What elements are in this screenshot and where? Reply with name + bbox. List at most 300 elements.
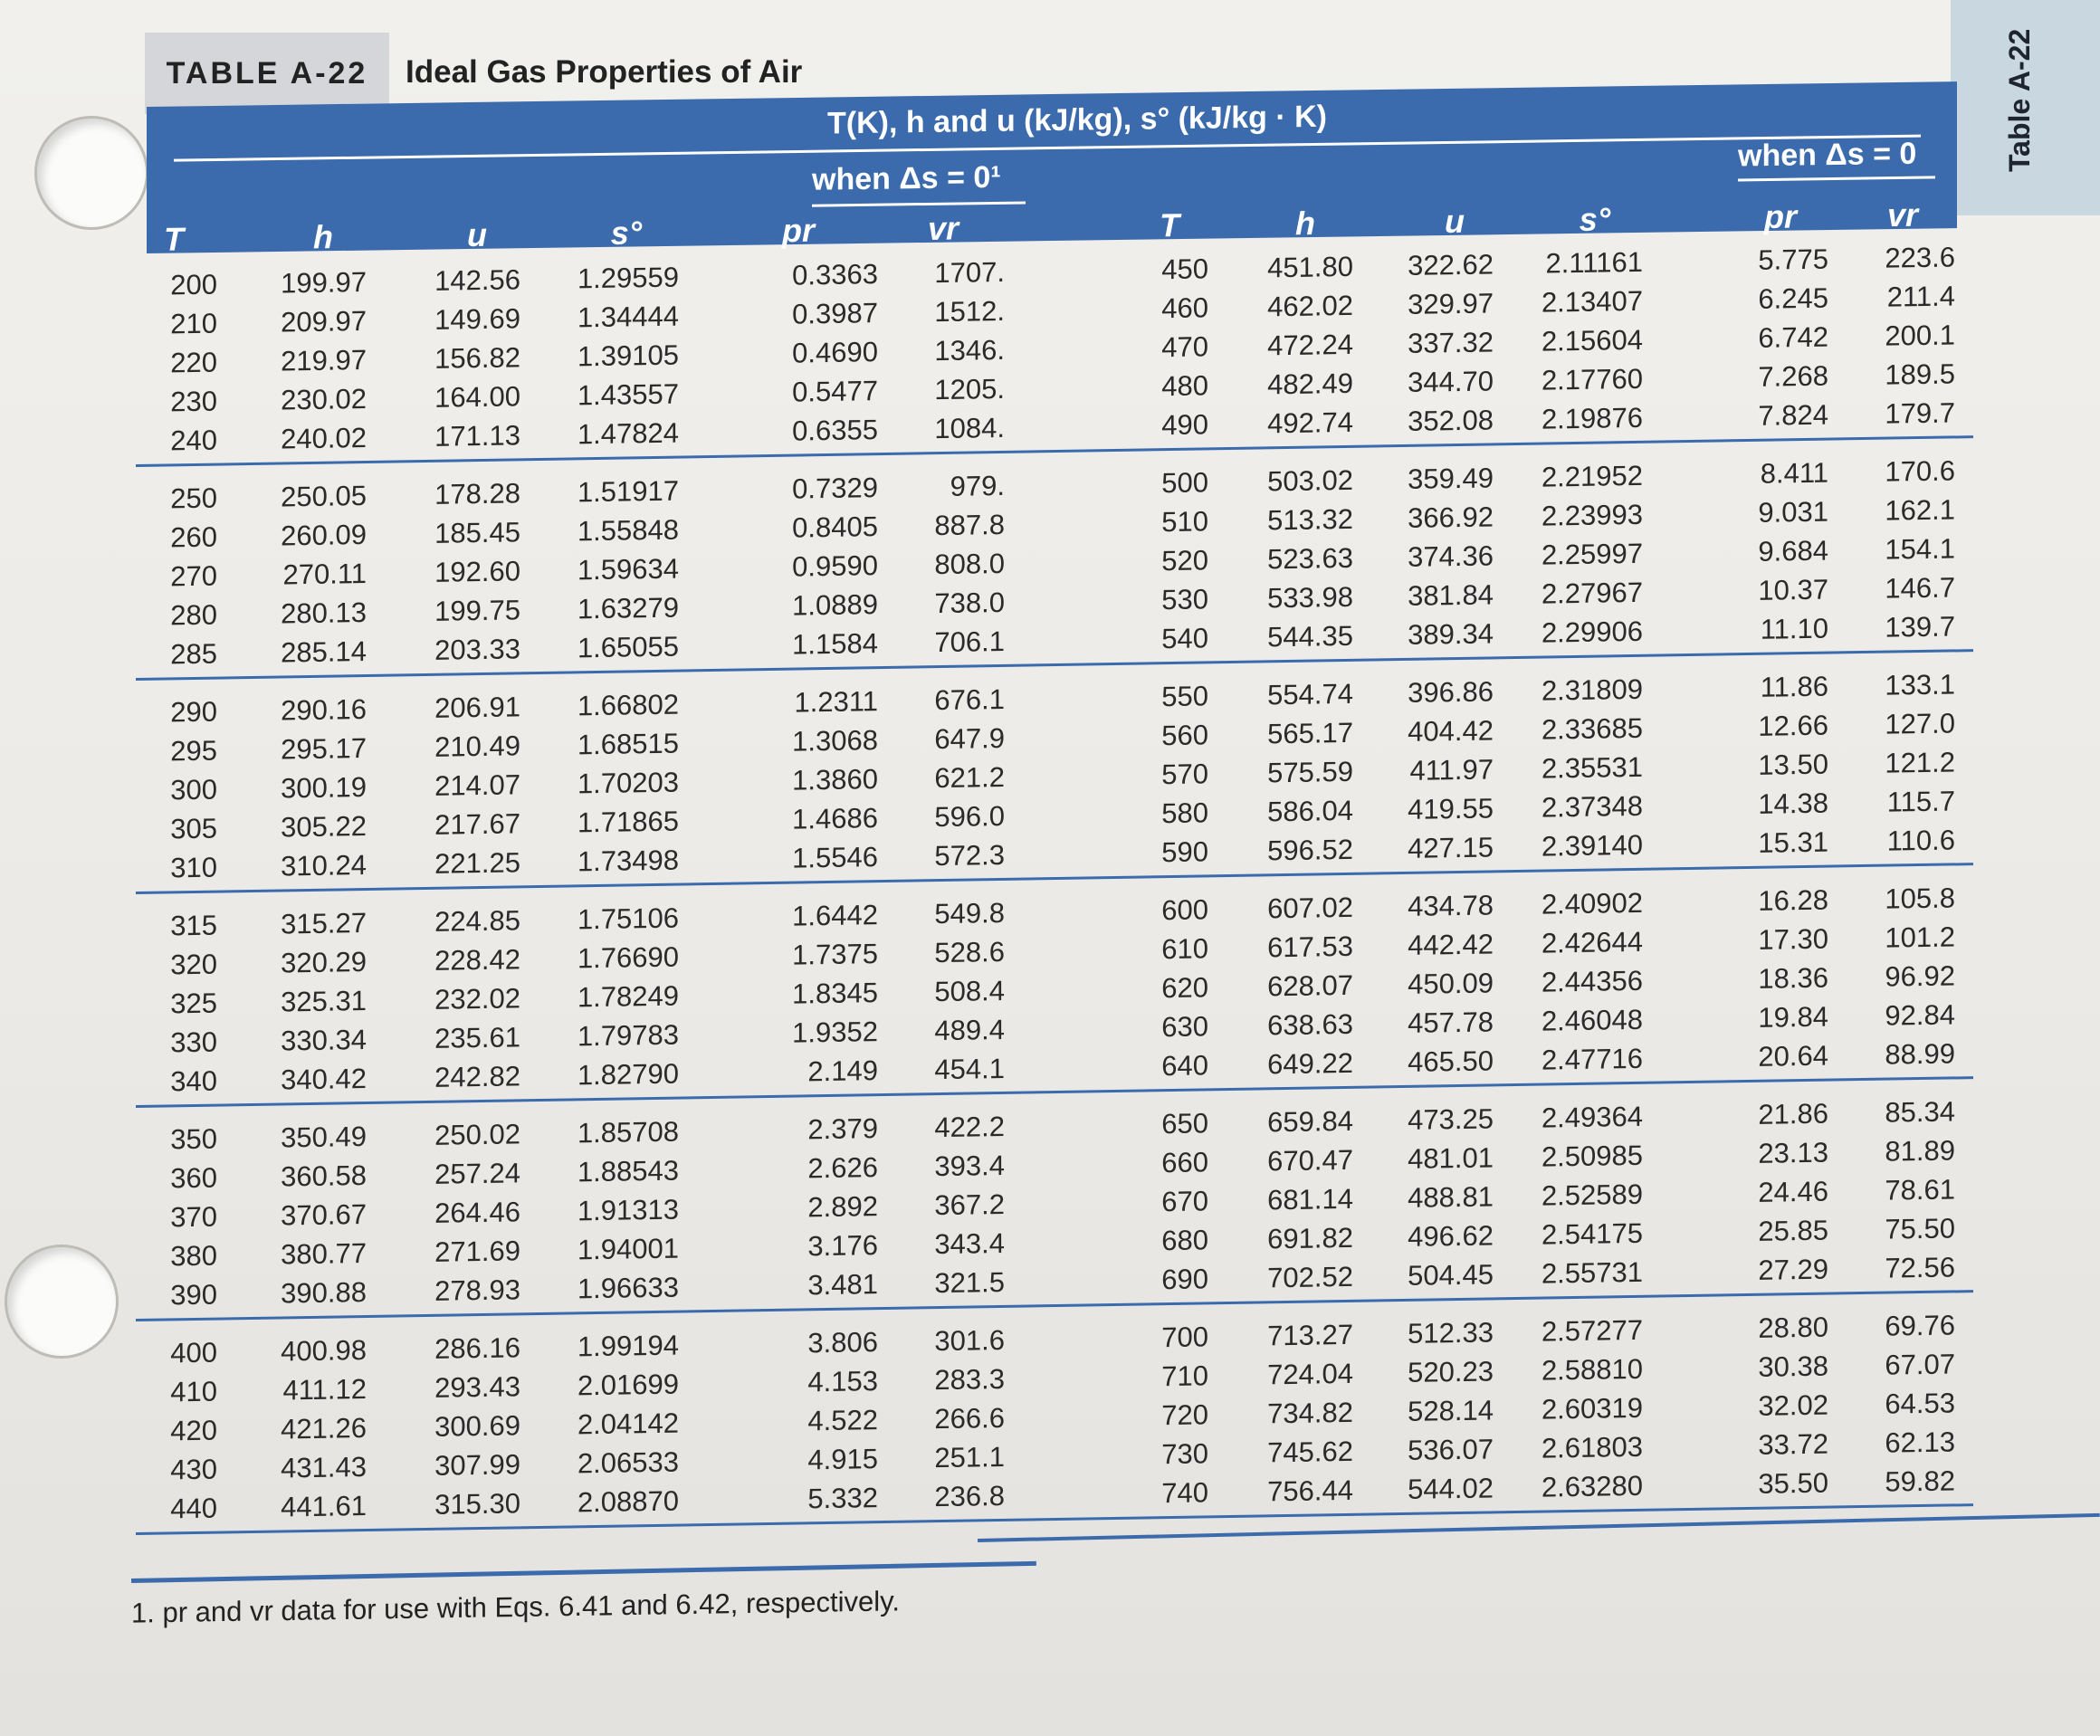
table-cell: 390.88 <box>281 1275 367 1310</box>
table-cell: 1.70203 <box>577 766 679 800</box>
table-cell: 2.49364 <box>1541 1100 1643 1134</box>
table-cell: 2.40902 <box>1541 886 1643 920</box>
table-cell: 738.0 <box>934 586 1005 620</box>
table-cell: 489.4 <box>934 1013 1005 1047</box>
row-group <box>136 661 1973 894</box>
table-cell: 2.25997 <box>1541 537 1643 571</box>
table-cell: 500 <box>1161 466 1208 500</box>
table-cell: 492.74 <box>1267 405 1353 440</box>
table-cell: 421.26 <box>281 1411 367 1445</box>
col-head-h2: h <box>1295 204 1315 243</box>
table-cell: 12.66 <box>1758 709 1828 742</box>
table-cell: 32.02 <box>1758 1388 1828 1422</box>
table-cell: 0.3363 <box>792 258 878 291</box>
table-cell: 310.24 <box>281 848 367 882</box>
table-cell: 4.153 <box>807 1365 878 1398</box>
table-cell: 217.67 <box>434 807 520 841</box>
table-cell: 1.8345 <box>792 977 878 1010</box>
table-cell: 1.0889 <box>792 588 878 622</box>
table-cell: 16.28 <box>1758 883 1828 917</box>
table-cell: 352.08 <box>1408 404 1494 437</box>
table-cell: 67.07 <box>1885 1348 1955 1381</box>
header-rule-top <box>174 135 1921 162</box>
table-cell: 528.6 <box>934 935 1005 969</box>
table-cell: 337.32 <box>1408 326 1494 359</box>
col-head-h: h <box>313 218 333 256</box>
table-cell: 2.21952 <box>1541 459 1643 493</box>
table-cell: 2.149 <box>807 1054 878 1088</box>
col-head-pr: pr <box>782 211 815 250</box>
table-cell: 550 <box>1161 680 1208 713</box>
table-cell: 24.46 <box>1758 1175 1828 1208</box>
table-cell: 600 <box>1161 893 1208 927</box>
table-cell: 236.8 <box>934 1479 1005 1513</box>
table-cell: 366.92 <box>1408 501 1494 534</box>
table-cell: 596.0 <box>934 799 1005 834</box>
table-cell: 178.28 <box>434 477 520 510</box>
table-cell: 2.55731 <box>1541 1255 1643 1290</box>
table-cell: 340.42 <box>281 1062 367 1096</box>
table-cell: 381.84 <box>1408 578 1494 612</box>
table-cell: 360 <box>170 1161 217 1195</box>
table-cell: 271.69 <box>434 1235 520 1268</box>
table-cell: 510 <box>1161 505 1208 539</box>
col-head-pr2: pr <box>1764 197 1797 236</box>
table-cell: 293.43 <box>434 1370 520 1404</box>
table-cell: 5.775 <box>1758 243 1828 276</box>
table-cell: 1.66802 <box>577 688 679 722</box>
table-cell: 260 <box>170 520 217 554</box>
table-cell: 35.50 <box>1758 1466 1828 1500</box>
table-cell: 300.19 <box>281 770 367 805</box>
table-cell: 520 <box>1161 544 1208 577</box>
row-group <box>136 1302 1973 1535</box>
table-cell: 638.63 <box>1267 1007 1353 1042</box>
table-cell: 617.53 <box>1267 930 1353 964</box>
table-cell: 480 <box>1161 369 1208 403</box>
table-cell: 8.411 <box>1760 456 1828 490</box>
table-cell: 2.29906 <box>1541 615 1643 649</box>
table-cell: 315 <box>170 909 217 942</box>
table-cell: 1.96633 <box>577 1271 679 1305</box>
table-cell: 640 <box>1161 1049 1208 1083</box>
table-cell: 270 <box>170 559 217 593</box>
table-cell: 570 <box>1161 758 1208 791</box>
table-cell: 462.02 <box>1267 289 1353 323</box>
table-cell: 400.98 <box>281 1333 367 1368</box>
table-cell: 710 <box>1161 1359 1208 1393</box>
table-cell: 2.33685 <box>1541 711 1643 746</box>
table-cell: 2.42644 <box>1541 925 1643 959</box>
table-cell: 209.97 <box>281 304 367 339</box>
table-cell: 146.7 <box>1885 571 1955 605</box>
table-cell: 257.24 <box>434 1157 520 1190</box>
table-cell: 210.49 <box>434 730 520 763</box>
table-cell: 329.97 <box>1408 287 1494 320</box>
table-cell: 374.36 <box>1408 539 1494 573</box>
table-cell: 251.1 <box>934 1440 1005 1474</box>
binder-hole-bottom <box>5 1245 119 1359</box>
row-group <box>136 1088 1973 1321</box>
table-cell: 344.70 <box>1408 365 1494 398</box>
table-cell: 390 <box>170 1278 217 1312</box>
table-cell: 242.82 <box>434 1060 520 1093</box>
table-cell: 72.56 <box>1885 1251 1955 1284</box>
table-cell: 179.7 <box>1885 396 1955 430</box>
table-cell: 4.915 <box>807 1443 878 1476</box>
table-cell: 0.3987 <box>792 297 878 330</box>
table-cell: 315.30 <box>434 1487 520 1521</box>
table-cell: 200.1 <box>1885 319 1955 352</box>
table-cell: 590 <box>1161 835 1208 869</box>
table-cell: 1.79783 <box>577 1018 679 1053</box>
table-cell: 2.23993 <box>1541 498 1643 532</box>
table-cell: 2.06533 <box>577 1445 679 1480</box>
table-cell: 278.93 <box>434 1273 520 1307</box>
table-cell: 554.74 <box>1267 677 1353 711</box>
table-cell: 473.25 <box>1408 1102 1494 1136</box>
table-cell: 250.05 <box>281 479 367 513</box>
table-cell: 290.16 <box>281 692 367 727</box>
table-cell: 115.7 <box>1886 785 1955 818</box>
table-cell: 431.43 <box>281 1450 367 1484</box>
table-cell: 2.19876 <box>1541 401 1643 435</box>
table-cell: 14.38 <box>1758 787 1828 820</box>
table-cell: 1.39105 <box>577 339 679 373</box>
table-cell: 724.04 <box>1267 1357 1353 1391</box>
table-cell: 730 <box>1161 1437 1208 1471</box>
table-cell: 0.6355 <box>792 414 878 447</box>
table-cell: 596.52 <box>1267 833 1353 867</box>
table-cell: 979. <box>950 469 1005 502</box>
table-cell: 691.82 <box>1267 1221 1353 1255</box>
table-cell: 442.42 <box>1408 928 1494 961</box>
table-cell: 27.29 <box>1758 1253 1828 1286</box>
table-cell: 2.31809 <box>1541 672 1643 707</box>
table-cell: 572.3 <box>934 838 1005 873</box>
table-cell: 690 <box>1161 1263 1208 1296</box>
table-cell: 536.07 <box>1408 1433 1494 1466</box>
table-cell: 78.61 <box>1885 1173 1955 1207</box>
table-cell: 3.481 <box>807 1268 878 1302</box>
table-cell: 520.23 <box>1408 1355 1494 1388</box>
table-cell: 1.82790 <box>577 1057 679 1092</box>
table-cell: 470 <box>1161 330 1208 364</box>
table-cell: 681.14 <box>1267 1182 1353 1216</box>
table-cell: 1.5546 <box>792 841 878 874</box>
table-cell: 1.55848 <box>577 513 679 548</box>
table-cell: 320 <box>170 948 217 981</box>
table-cell: 280 <box>170 598 217 632</box>
table-cell: 162.1 <box>1885 493 1955 527</box>
table-cell: 1205. <box>934 372 1005 406</box>
table-cell: 21.86 <box>1758 1097 1828 1130</box>
table-cell: 2.61803 <box>1541 1430 1643 1464</box>
table-cell: 232.02 <box>434 982 520 1016</box>
table-cell: 223.6 <box>1885 241 1955 274</box>
row-group <box>136 874 1973 1108</box>
table-cell: 2.892 <box>807 1190 878 1224</box>
table-cell: 1.3860 <box>792 763 878 796</box>
table-cell: 706.1 <box>934 625 1005 659</box>
col-head-s: s° <box>610 214 643 252</box>
data-table <box>136 234 1973 1544</box>
table-cell: 295.17 <box>281 731 367 766</box>
table-cell: 325 <box>170 987 217 1020</box>
table-cell: 430 <box>170 1453 217 1486</box>
when-delta-s-left: when Δs = 0¹ <box>812 159 1001 197</box>
table-cell: 121.2 <box>1885 746 1955 779</box>
table-cell: 607.02 <box>1267 891 1353 925</box>
table-cell: 440 <box>170 1492 217 1525</box>
table-cell: 25.85 <box>1758 1214 1828 1247</box>
table-cell: 156.82 <box>434 341 520 375</box>
table-cell: 69.76 <box>1885 1309 1955 1342</box>
table-cell: 350 <box>170 1122 217 1156</box>
table-cell: 230.02 <box>281 382 367 416</box>
table-cell: 676.1 <box>934 682 1005 717</box>
table-cell: 305.22 <box>281 809 367 844</box>
table-cell: 17.30 <box>1758 922 1828 956</box>
table-cell: 649.22 <box>1267 1046 1353 1081</box>
table-cell: 343.4 <box>934 1226 1005 1261</box>
table-cell: 481.01 <box>1408 1141 1494 1175</box>
table-cell: 285 <box>170 637 217 671</box>
table-cell: 360.58 <box>281 1159 367 1193</box>
table-cell: 1.7375 <box>792 938 878 971</box>
table-cell: 1.43557 <box>577 377 679 412</box>
table-cell: 1.91313 <box>577 1193 679 1227</box>
table-cell: 610 <box>1161 932 1208 966</box>
table-cell: 1.59634 <box>577 552 679 587</box>
table-cell: 2.60319 <box>1541 1391 1643 1426</box>
table-cell: 1.9352 <box>792 1016 878 1049</box>
table-cell: 734.82 <box>1267 1396 1353 1430</box>
table-cell: 1084. <box>934 411 1005 445</box>
table-cell: 171.13 <box>434 419 520 453</box>
table-cell: 85.34 <box>1885 1095 1955 1129</box>
table-cell: 1.29559 <box>577 261 679 295</box>
table-cell: 305 <box>170 812 217 845</box>
table-cell: 7.268 <box>1758 359 1828 393</box>
table-cell: 200 <box>170 268 217 301</box>
table-cell: 2.626 <box>807 1151 878 1185</box>
table-cell: 659.84 <box>1267 1104 1353 1139</box>
table-cell: 1.88543 <box>577 1154 679 1188</box>
table-cell: 30.38 <box>1758 1350 1828 1383</box>
table-cell: 513.32 <box>1267 502 1353 537</box>
col-head-s2: s° <box>1579 200 1611 238</box>
table-cell: 11.86 <box>1760 670 1828 703</box>
table-cell: 2.01699 <box>577 1368 679 1402</box>
table-cell: 28.80 <box>1758 1311 1828 1344</box>
table-cell: 450.09 <box>1408 967 1494 1000</box>
table-cell: 321.5 <box>934 1265 1005 1300</box>
table-cell: 454.1 <box>934 1052 1005 1086</box>
table-cell: 64.53 <box>1885 1387 1955 1420</box>
table-cell: 427.15 <box>1408 831 1494 864</box>
table-cell: 81.89 <box>1885 1134 1955 1168</box>
table-cell: 660 <box>1161 1146 1208 1179</box>
table-cell: 2.37348 <box>1541 789 1643 824</box>
table-cell: 9.031 <box>1758 495 1828 529</box>
when-delta-s-right: when Δs = 0 <box>1738 136 1917 174</box>
table-cell: 434.78 <box>1408 889 1494 922</box>
table-cell: 199.75 <box>434 594 520 627</box>
table-cell: 210 <box>170 307 217 340</box>
table-cell: 185.45 <box>434 516 520 549</box>
table-cell: 465.50 <box>1408 1044 1494 1078</box>
table-cell: 59.82 <box>1885 1464 1955 1498</box>
table-cell: 1.94001 <box>577 1232 679 1266</box>
table-cell: 1.34444 <box>577 300 679 334</box>
table-cell: 189.5 <box>1885 358 1955 391</box>
table-cell: 105.8 <box>1885 882 1955 915</box>
col-head-vr2: vr <box>1886 196 1919 234</box>
table-cell: 420 <box>170 1414 217 1447</box>
table-cell: 315.27 <box>281 906 367 940</box>
table-cell: 544.02 <box>1408 1472 1494 1505</box>
table-cell: 451.80 <box>1267 250 1353 284</box>
table-cell: 680 <box>1161 1224 1208 1257</box>
table-cell: 170.6 <box>1885 454 1955 488</box>
table-cell: 419.55 <box>1408 792 1494 825</box>
table-cell: 3.176 <box>807 1229 878 1263</box>
table-cell: 1.71865 <box>577 805 679 839</box>
table-cell: 2.04142 <box>577 1407 679 1441</box>
table-cell: 621.2 <box>934 760 1005 795</box>
table-cell: 13.50 <box>1758 748 1828 781</box>
table-cell: 2.44356 <box>1541 964 1643 998</box>
table-cell: 1.2311 <box>794 685 878 719</box>
table-cell: 320.29 <box>281 945 367 979</box>
table-cell: 504.45 <box>1408 1258 1494 1292</box>
col-head-vr: vr <box>927 209 959 247</box>
table-cell: 1.47824 <box>577 416 679 451</box>
table-cell: 496.62 <box>1408 1219 1494 1253</box>
col-head-T: T <box>164 220 184 258</box>
table-cell: 101.2 <box>1885 920 1955 954</box>
table-cell: 0.5477 <box>792 375 878 408</box>
table-cell: 2.27967 <box>1541 576 1643 610</box>
table-cell: 422.2 <box>934 1110 1005 1144</box>
table-cell: 482.49 <box>1267 367 1353 401</box>
table-cell: 2.17760 <box>1541 362 1643 396</box>
table-title: Ideal Gas Properties of Air <box>406 54 803 90</box>
table-cell: 228.42 <box>434 943 520 977</box>
table-cell: 310 <box>170 851 217 884</box>
table-cell: 647.9 <box>934 721 1005 756</box>
table-cell: 411.12 <box>282 1372 367 1407</box>
table-cell: 560 <box>1161 719 1208 752</box>
table-cell: 740 <box>1161 1476 1208 1510</box>
table-cell: 544.35 <box>1267 619 1353 653</box>
table-cell: 540 <box>1161 622 1208 655</box>
table-cell: 1346. <box>934 333 1005 367</box>
table-cell: 6.245 <box>1758 281 1828 315</box>
table-cell: 450 <box>1161 253 1208 286</box>
table-cell: 628.07 <box>1267 968 1353 1003</box>
row-group <box>136 234 1973 467</box>
table-cell: 325.31 <box>281 984 367 1018</box>
table-cell: 133.1 <box>1885 668 1955 701</box>
table-cell: 1.75106 <box>577 901 679 936</box>
table-cell: 1.3068 <box>792 724 878 758</box>
table-cell: 2.54175 <box>1541 1216 1643 1251</box>
table-cell: 2.39140 <box>1541 828 1643 863</box>
table-cell: 330.34 <box>281 1023 367 1057</box>
table-cell: 887.8 <box>934 508 1005 542</box>
table-cell: 62.13 <box>1885 1426 1955 1459</box>
table-cell: 472.24 <box>1267 328 1353 362</box>
table-cell: 2.35531 <box>1541 750 1643 785</box>
table-cell: 3.806 <box>807 1326 878 1359</box>
table-cell: 2.46048 <box>1541 1003 1643 1037</box>
table-cell: 127.0 <box>1885 707 1955 740</box>
table-cell: 2.379 <box>807 1112 878 1146</box>
table-cell: 512.33 <box>1408 1316 1494 1350</box>
table-cell: 523.63 <box>1267 541 1353 576</box>
table-bottom-rule <box>131 1561 1036 1583</box>
table-cell: 23.13 <box>1758 1136 1828 1169</box>
table-cell: 300.69 <box>434 1409 520 1443</box>
table-cell: 2.13407 <box>1541 284 1643 319</box>
table-cell: 1.99194 <box>577 1329 679 1363</box>
table-cell: 457.78 <box>1408 1006 1494 1039</box>
table-cell: 1512. <box>934 294 1005 329</box>
table-cell: 15.31 <box>1758 825 1828 859</box>
table-label: TABLE A-22 <box>145 33 389 114</box>
table-cell: 503.02 <box>1267 463 1353 498</box>
table-cell: 393.4 <box>934 1149 1005 1183</box>
header-rule-left <box>812 201 1026 206</box>
table-cell: 396.86 <box>1408 675 1494 709</box>
table-cell: 230 <box>170 385 217 418</box>
table-cell: 565.17 <box>1267 716 1353 750</box>
col-head-u2: u <box>1445 202 1465 240</box>
table-cell: 240 <box>170 424 217 457</box>
table-cell: 367.2 <box>934 1188 1005 1222</box>
table-cell: 575.59 <box>1267 755 1353 789</box>
units-heading: T(K), h and u (kJ/kg), s° (kJ/kg · K) <box>827 99 1327 141</box>
table-cell: 220 <box>170 346 217 379</box>
table-cell: 460 <box>1161 291 1208 325</box>
table-cell: 0.7329 <box>792 472 878 505</box>
table-cell: 2.63280 <box>1541 1469 1643 1503</box>
table-cell: 330 <box>170 1025 217 1059</box>
table-cell: 620 <box>1161 971 1208 1005</box>
table-cell: 0.8405 <box>792 510 878 544</box>
table-cell: 549.8 <box>934 896 1005 930</box>
table-cell: 20.64 <box>1758 1039 1828 1073</box>
table-cell: 92.84 <box>1885 998 1955 1032</box>
table-cell: 630 <box>1161 1010 1208 1044</box>
table-cell: 700 <box>1161 1321 1208 1354</box>
table-cell: 264.46 <box>434 1196 520 1229</box>
table-cell: 18.36 <box>1758 961 1828 995</box>
table-cell: 164.00 <box>434 380 520 414</box>
table-cell: 702.52 <box>1267 1260 1353 1294</box>
table-cell: 0.4690 <box>792 336 878 369</box>
table-cell: 250 <box>170 482 217 515</box>
table-cell: 745.62 <box>1267 1435 1353 1469</box>
table-cell: 756.44 <box>1267 1474 1353 1508</box>
table-cell: 301.6 <box>934 1323 1005 1358</box>
table-cell: 142.56 <box>434 263 520 297</box>
table-cell: 199.97 <box>281 265 367 300</box>
table-cell: 221.25 <box>434 846 520 880</box>
table-cell: 488.81 <box>1408 1180 1494 1214</box>
